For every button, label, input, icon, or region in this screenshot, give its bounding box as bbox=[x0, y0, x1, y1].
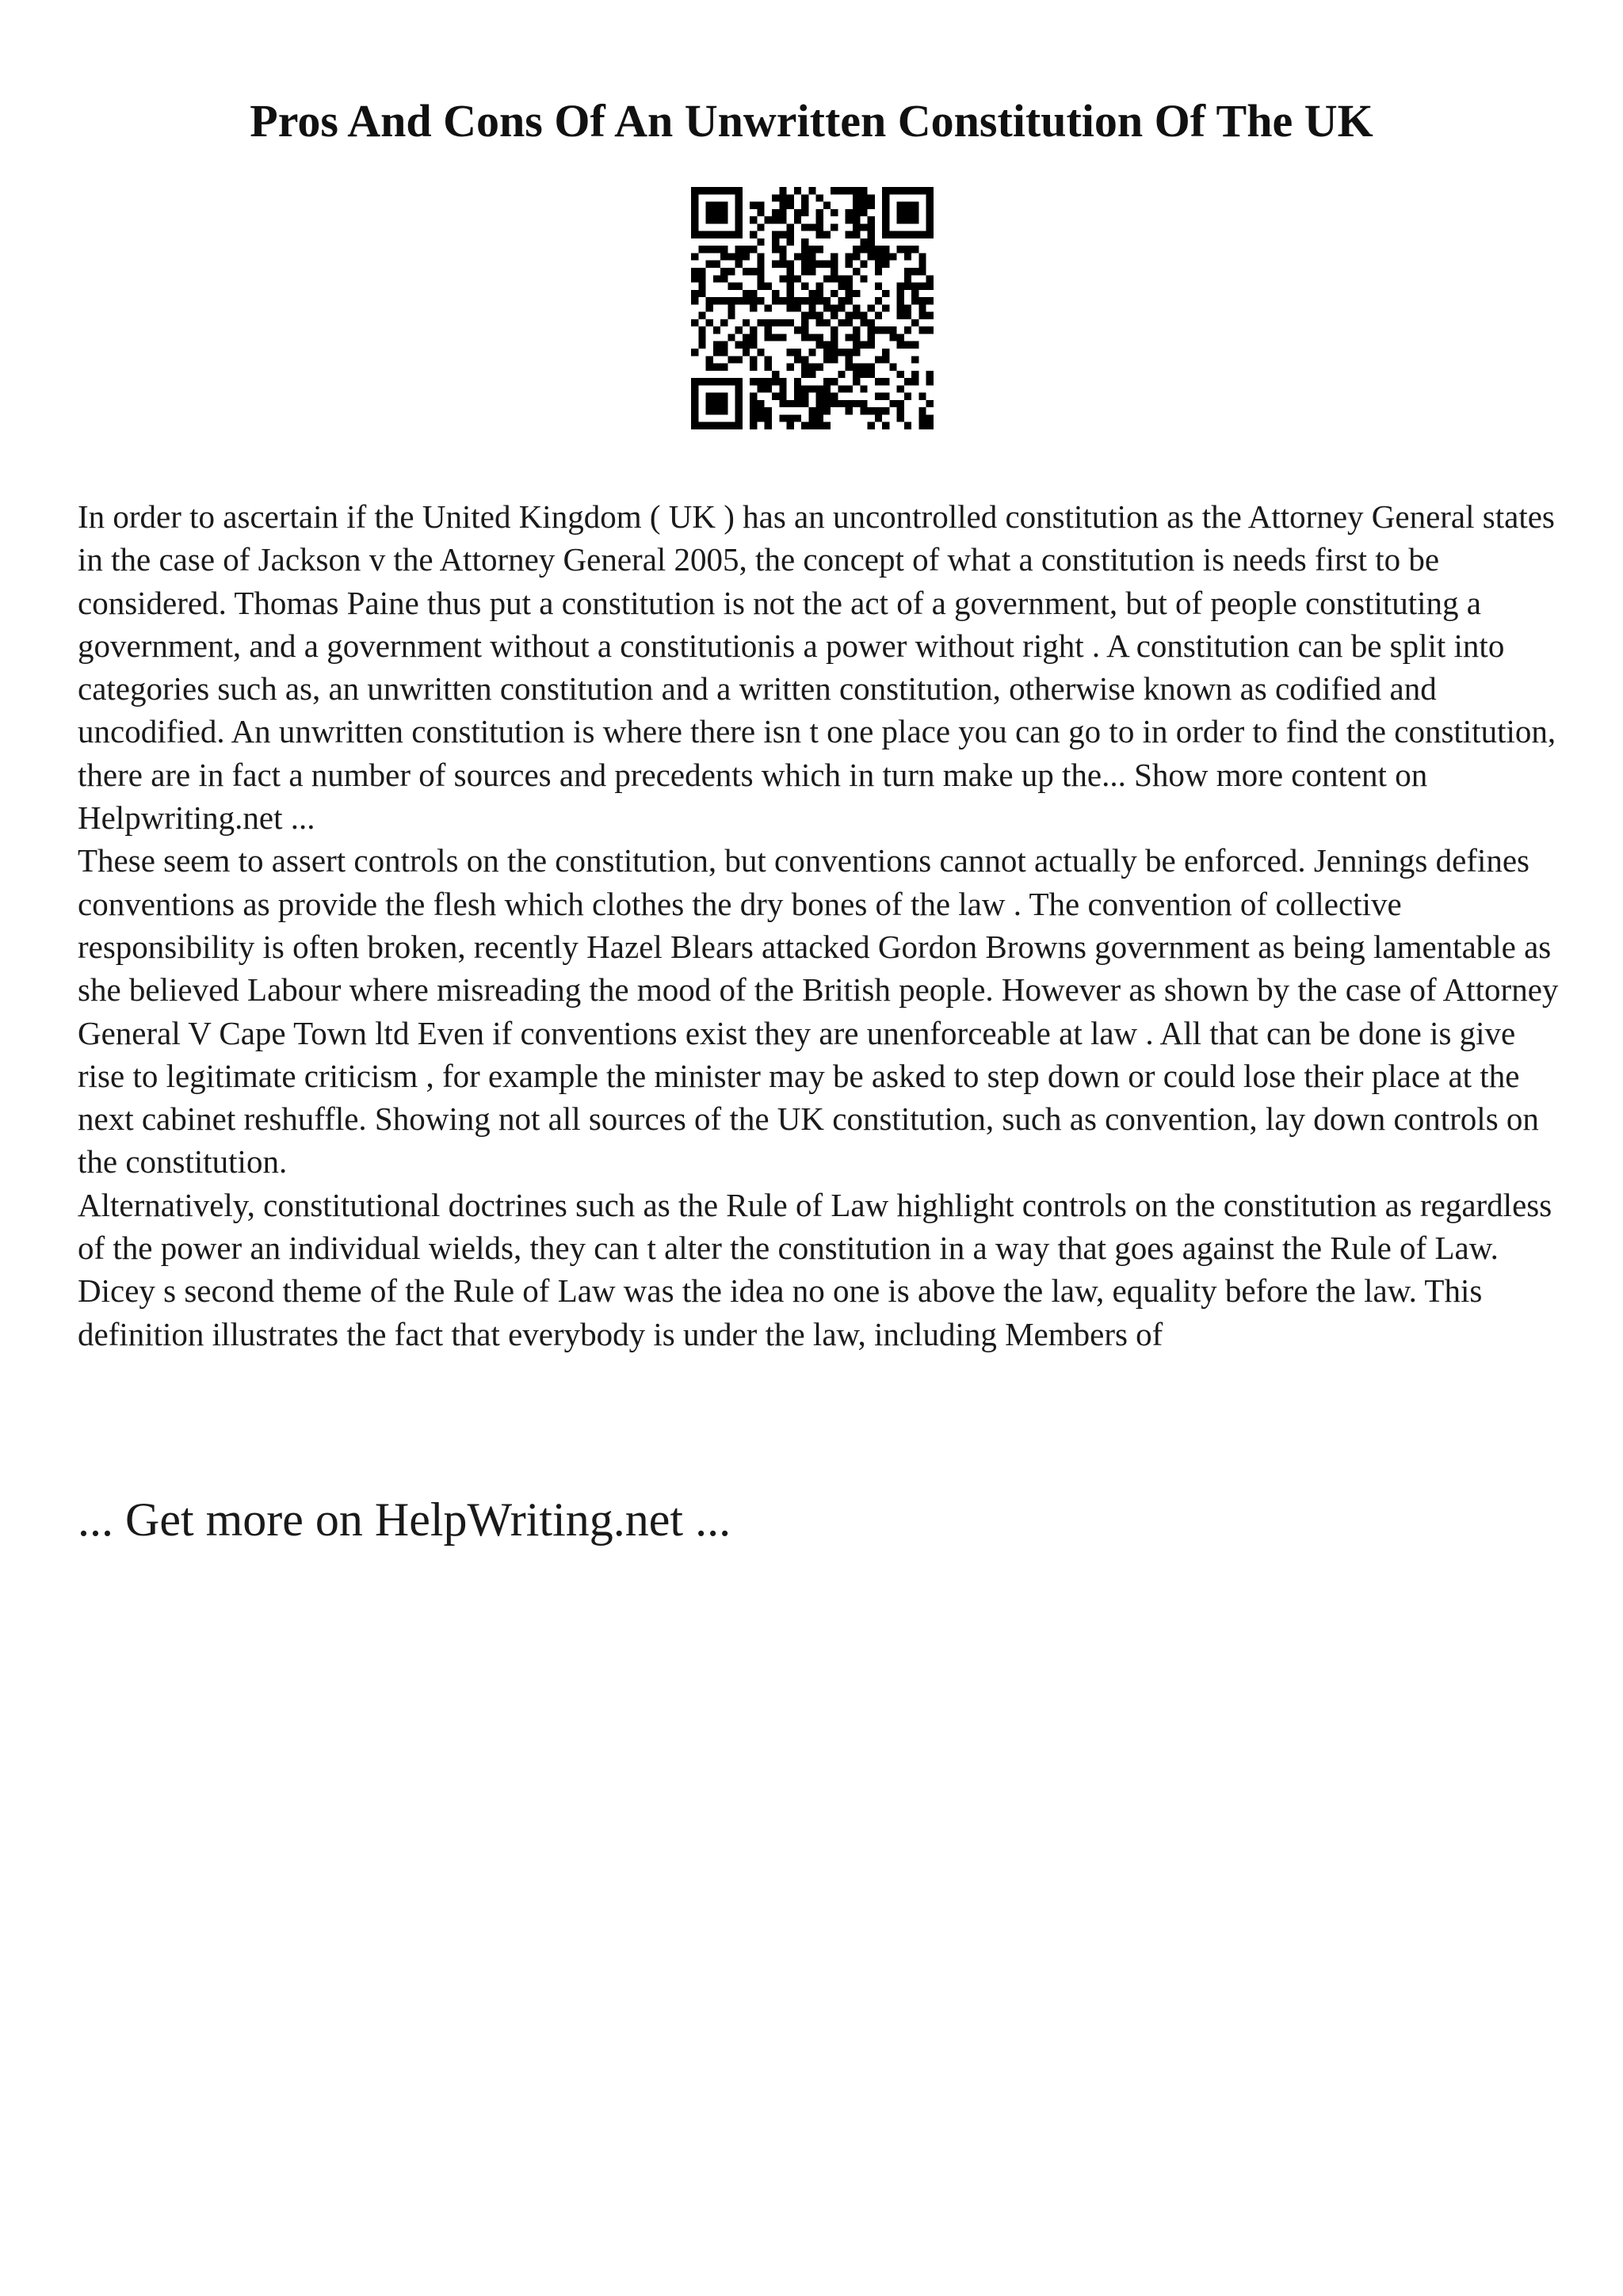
paragraph: Alternatively, constitutional doctrines such as the Rule of Law highlight controls on the constitution as regardless of the power an individual wields, they can t alter the constitution in a way that goes against the Rule of Law. Dicey s second theme of the Rule of Law was the idea no one is above the law, equality before the law. This definition illustrates the fact that everybody is under the law, including Members of bbox=[78, 1186, 1552, 1352]
qr-code-icon[interactable] bbox=[691, 187, 934, 429]
document-title: Pros And Cons Of An Unwritten Constitution Of The UK bbox=[250, 95, 1373, 147]
paragraph: These seem to assert controls on the constitution, but conventions cannot actually be enforced. Jennings defines conventions as provide the flesh which clothes the dry bones of the law . The convention of collective responsibility is often broken, recently Hazel Blears attacked Gordon Browns government as being lamentable as she believed Labour where misreading the mood of the British people. However as shown by the case of Attorney General V Cape Town ltd Even if conventions exist they are unenforceable at law . All that can be done is give rise to legitimate criticism , for example the minister may be asked to step down or could lose their place at the next cabinet reshuffle. Showing not all sources of the UK constitution, such as convention, lay down controls on the constitution. bbox=[78, 842, 1559, 1180]
paragraph: In order to ascertain if the United Kingdom ( UK ) has an uncontrolled constitution as the Attorney General states in the case of Jackson v the Attorney General 2005, the concept of what a constitution is needs first to be considered. Thomas Paine thus put a constitution is not the act of a government, but of people constituting a government, and a government without a constitutionis a power without right . A constitution can be split into categories such as, an unwritten constitution and a written constitution, otherwise known as codified and uncodified. An unwritten constitution is where there isn t one place you can go to in order to find the constitution, there are in fact a number of sources and precedents which in turn make up the... Show more content on Helpwriting.net ... bbox=[78, 498, 1556, 837]
article-body bbox=[78, 495, 1568, 1356]
get-more-link[interactable]: ... Get more on HelpWriting.net ... bbox=[78, 1493, 731, 1546]
